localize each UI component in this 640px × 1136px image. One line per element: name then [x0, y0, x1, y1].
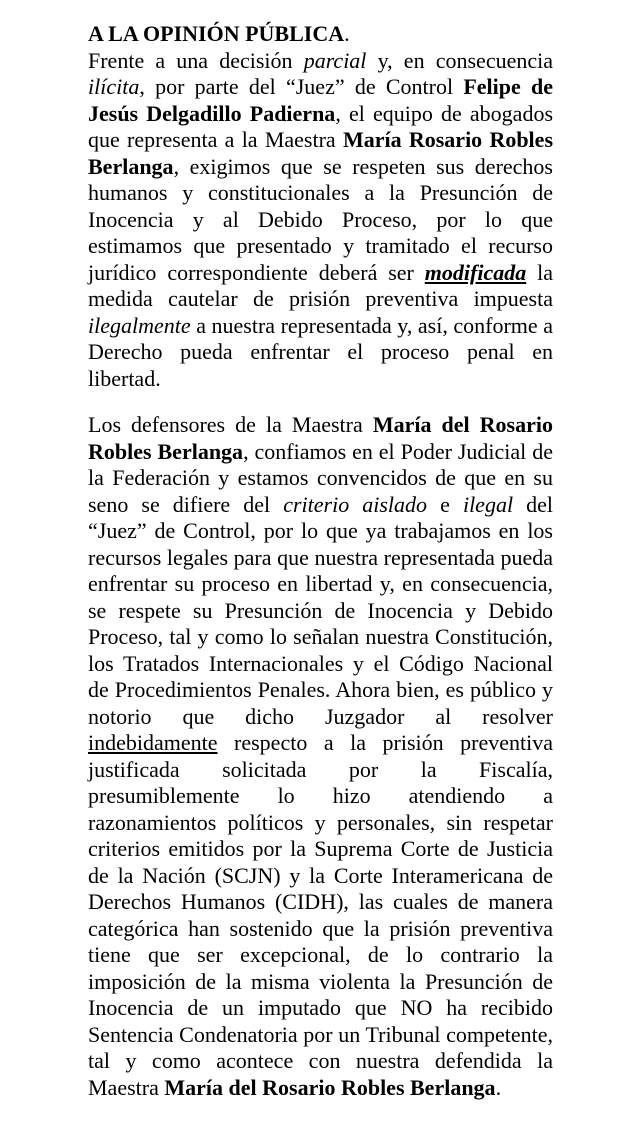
paragraph-2-run: respecto a la prisión preventiva justificada solicitada por la Fiscalía, presumiblemente lo hizo atendiendo a razonamientos políticos y personales, sin respetar criterios emitidos por la Suprema Corte de Justicia de la Nación (SCJN) y la Corte Interamericana de Derechos Humanos (CIDH), las cuales de manera categórica han sostenido que la prisión preventiva tiene que ser excepcional, de lo contrario la imposición de la misma violenta la Presunción de Inocencia de un imputado que NO ha recibido Sentencia Condenatoria por un Tribunal competente, tal y como acontece con nuestra defendida la Maestra [88, 730, 553, 1100]
paragraph-2-run: del “Juez” de Control, por lo que ya trabajamos en los recursos legales para que nuestra representada pueda enfrentar su proceso en libertad y, en consecuencia, se respete su Presunción de Inocencia y Debido Proceso, tal y como lo señalan nuestra Constitución, los Tratados Internacionales y el Código Nacional de Procedimientos Penales. Ahora bien, es público y notorio que dicho Juzgador al resolver [88, 491, 554, 729]
document-title-run: A LA OPINIÓN PÚBLICA [88, 21, 345, 46]
paragraph-2-run: criterio aislado [283, 491, 428, 517]
paragraph-1-run: , por parte del “Juez” de Control [139, 74, 464, 99]
paragraph-2-run: indebidamente [88, 730, 218, 755]
paragraph-1-run: y, en consecuencia [366, 47, 553, 73]
paragraph-1-run: ilícita [88, 74, 140, 99]
paragraph-1-run: parcial [303, 47, 367, 73]
paragraph-2-run: e [427, 491, 463, 517]
paragraph-2 [88, 412, 553, 1101]
paragraph-1-run: modificada [424, 259, 527, 285]
paragraph-1-run: ilegalmente [88, 312, 191, 338]
paragraph-1-run: Felipe de Jesús Delgadillo Padierna [88, 74, 553, 126]
paragraph-1-run: , exigimos que se respeten sus derechos humanos y constitucionales a la Presunción de Inocencia y al Debido Proceso, por lo que estimamos que presentado y tramitado el recurso jurídico correspondiente deberá ser [88, 153, 553, 285]
document-body [88, 21, 553, 1101]
paragraph-1-run: a nuestra representada y, así, conforme a Derecho pueda enfrentar el proceso penal en libertad. [88, 312, 553, 391]
document-title-run: . [344, 21, 350, 46]
paragraph-1 [88, 48, 553, 393]
paragraph-1-run: la medida cautelar de prisión preventiva impuesta [88, 259, 553, 311]
paragraph-2-run: Los defensores de la Maestra [88, 412, 373, 437]
paragraph-2-run: , confiamos en el Poder Judicial de la Federación y estamos convencidos de que en su seno se difiere del [88, 438, 553, 517]
paragraph-2-run: . [495, 1074, 502, 1100]
paragraph-1-run: Frente a una decisión [88, 47, 304, 73]
paragraph-2-run: ilegal [462, 491, 514, 517]
paragraph-2-run: María del Rosario Robles Berlanga [88, 412, 553, 464]
paragraph-2-run: María del Rosario Robles Berlanga [164, 1074, 496, 1100]
paragraph-1-run: , el equipo de abogados que representa a la Maestra [88, 100, 554, 152]
document-title [88, 21, 553, 48]
paragraph-1-run: María Rosario Robles Berlanga [88, 127, 554, 179]
